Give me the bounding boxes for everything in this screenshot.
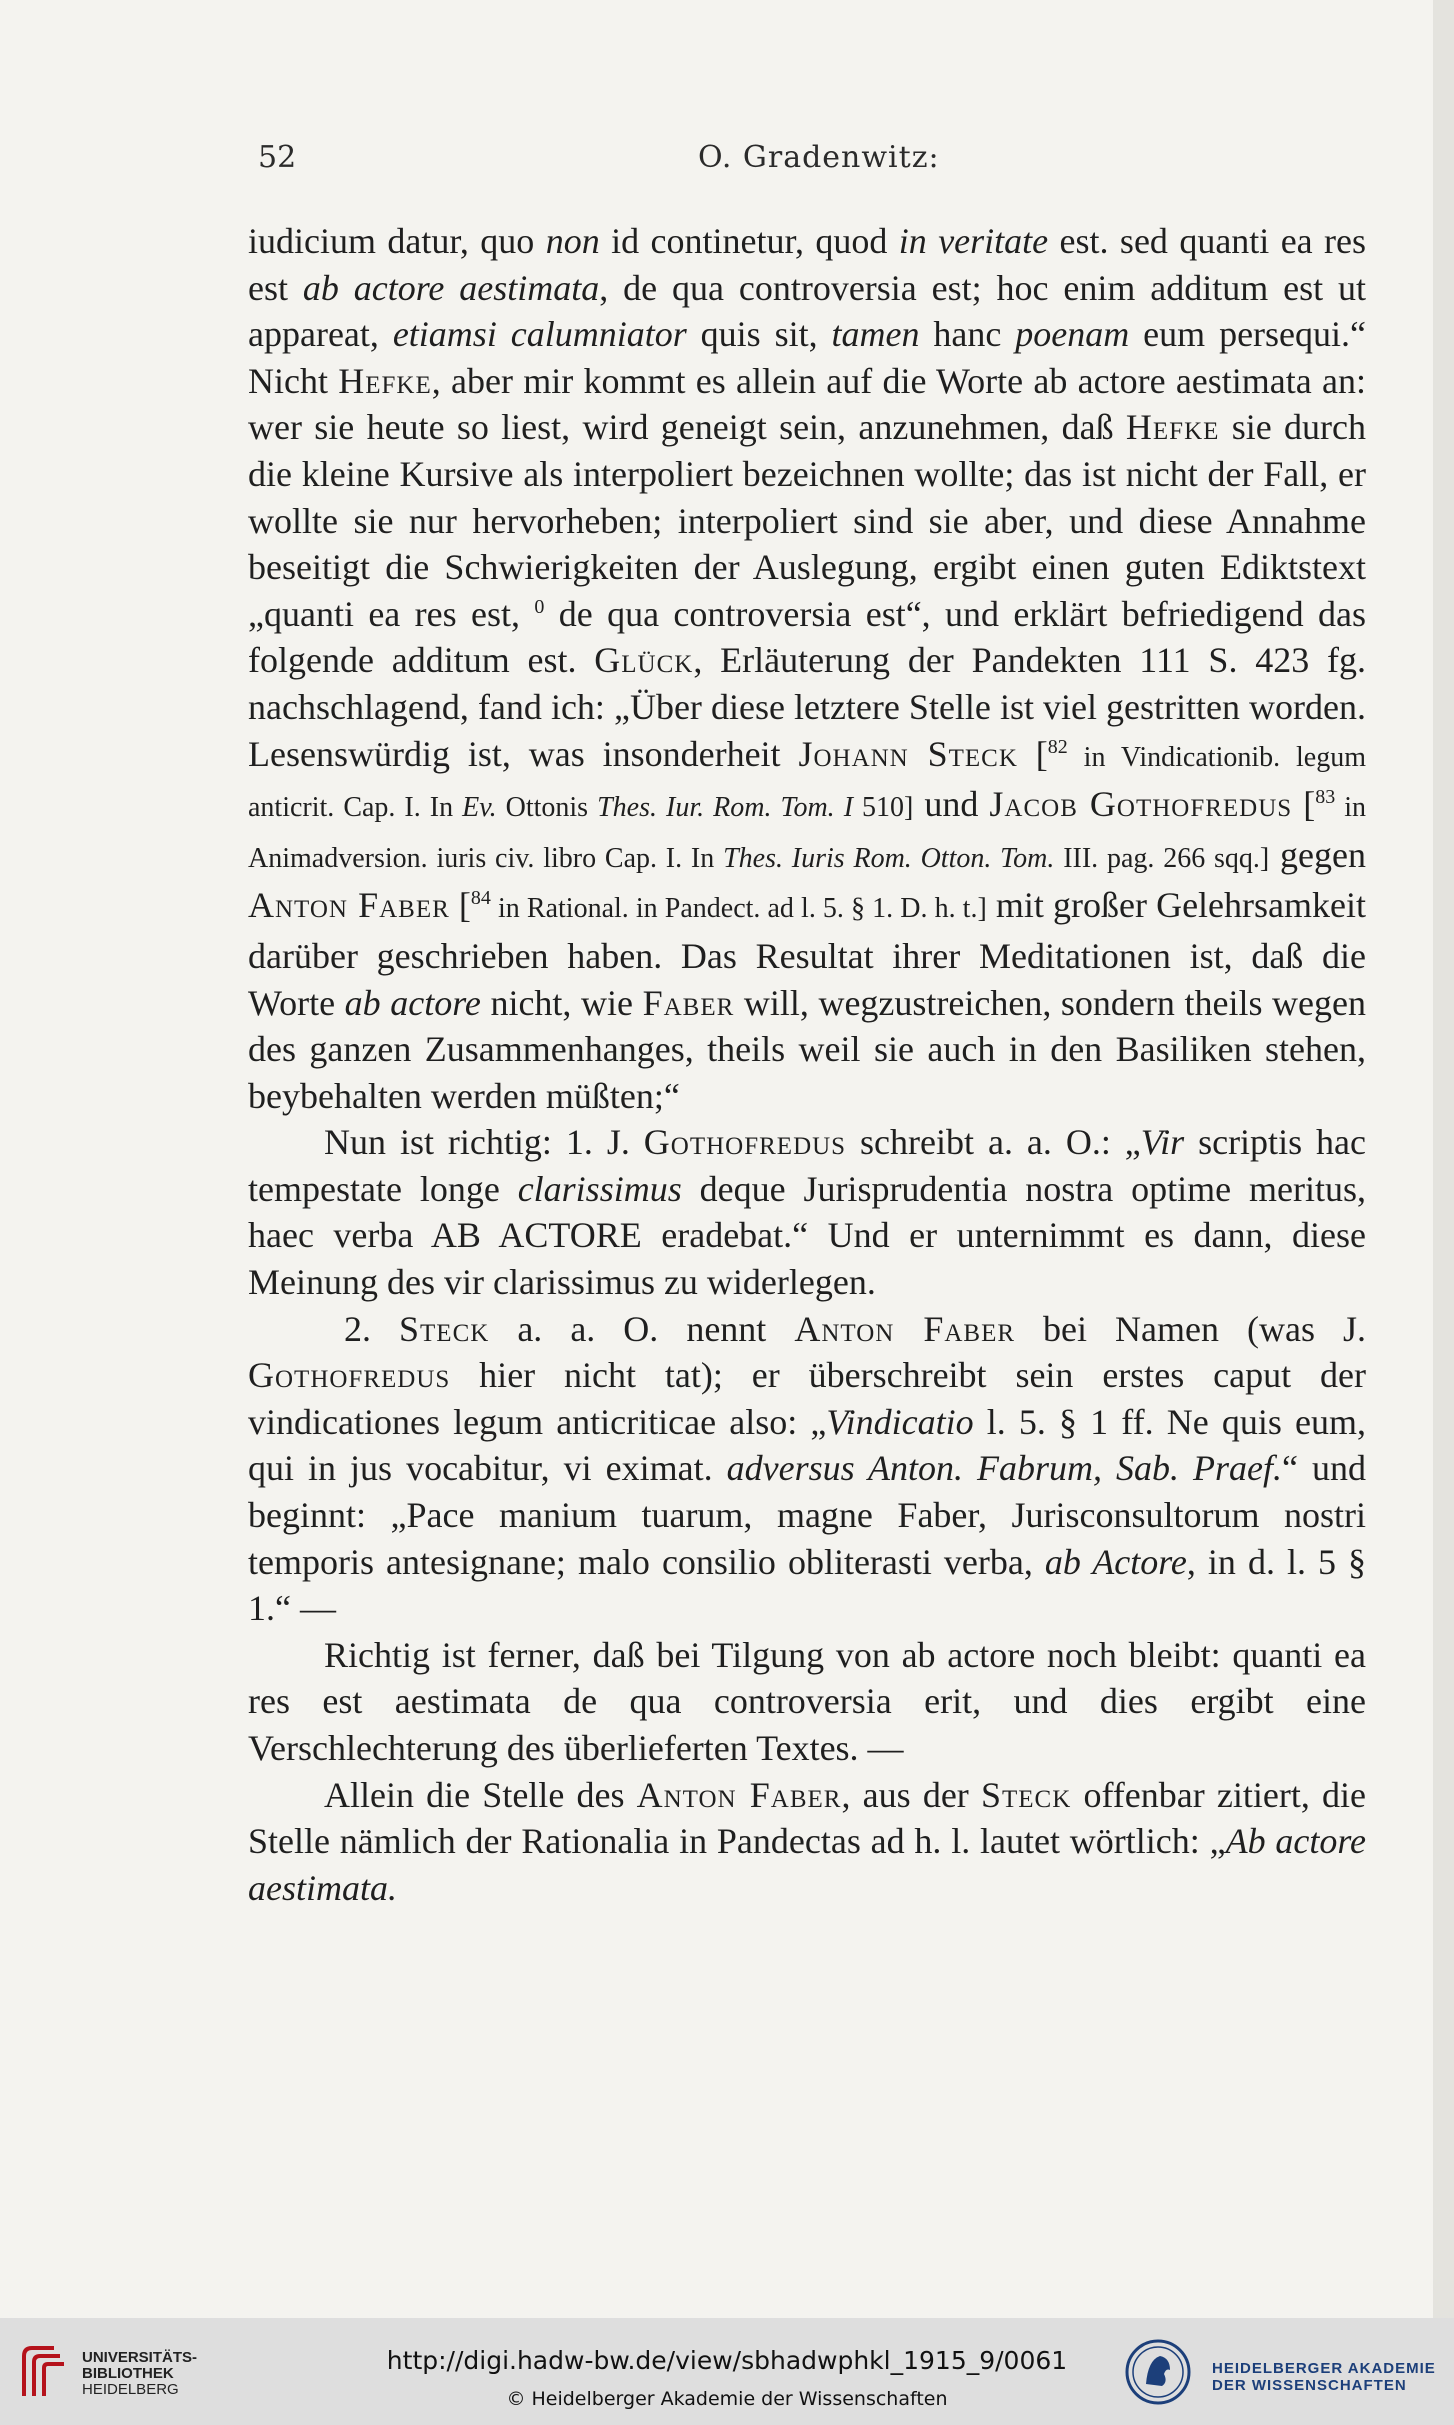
italic-run: tamen bbox=[831, 314, 920, 355]
italic-run: etiamsi calumniator bbox=[392, 314, 687, 355]
author-name: Gothofredus bbox=[643, 1122, 847, 1163]
page-header bbox=[258, 140, 1380, 186]
page-edge bbox=[1433, 0, 1454, 2318]
paragraph-4: Richtig ist ferner, daß bei Tilgung von ab actore noch bleibt: quanti ea res est aestimata de qua controversia erit, und dies ergibt eine Verschlechterung des überlieferten Textes. — bbox=[248, 1634, 1366, 1768]
footnote-marker: 82 bbox=[1047, 735, 1068, 758]
author-name: Jacob Gothofredus bbox=[989, 784, 1293, 825]
italic-run: in veritate bbox=[898, 221, 1049, 261]
author-name: Hefke bbox=[338, 360, 432, 401]
footnote-marker: 0 bbox=[534, 595, 545, 618]
academy-name: HEIDELBERGER AKADEMIE DER WISSENSCHAFTEN bbox=[1212, 2360, 1436, 2394]
viewer-footer bbox=[0, 2318, 1454, 2425]
citation-title: Ev. bbox=[462, 792, 497, 824]
footnote-marker: 84 bbox=[470, 887, 491, 910]
academy-seal-icon bbox=[1124, 2338, 1192, 2406]
italic-run: ab actore aestimata bbox=[302, 267, 600, 308]
italic-run: ab Actore bbox=[1044, 1541, 1187, 1582]
citation-text: 510] bbox=[853, 792, 914, 824]
author-name: Steck bbox=[980, 1774, 1072, 1815]
author-name: Steck bbox=[399, 1308, 490, 1349]
author-name: Glück bbox=[594, 640, 694, 681]
author-name: Faber bbox=[642, 982, 735, 1023]
author-name: Johann Steck bbox=[798, 733, 1018, 774]
paragraph-3: 2. Steck a. a. O. nennt Anton Faber bei Namen (was J. Gothofredus hier nicht tat); er überschreibt sein erstes caput der vindicationes legum anticriticae also: „Vindicatio l. 5. § 1 ff. Ne quis eum, qui in jus vocabitur, vi eximat. adversus Anton. Fabrum, Sab. Praef.“ und beginnt: „Pace manium tuarum, magne Faber, Jurisconsultorum nostri temporis antesignane; malo consilio obliterasti verba, ab Actore, in d. l. 5 § 1.“ — bbox=[248, 1308, 1367, 1629]
document-url-link[interactable]: http://digi.hadw-bw.de/view/sbhadwphkl_1915_9/0061 bbox=[386, 2346, 1068, 2375]
italic-run: poenam bbox=[1015, 314, 1130, 355]
italic-run: non bbox=[545, 221, 600, 261]
author-name: Anton Faber bbox=[794, 1308, 1016, 1349]
university-library-name: UNIVERSITÄTS- BIBLIOTHEK HEIDELBERG bbox=[82, 2349, 198, 2398]
author-name: Anton Faber bbox=[636, 1774, 842, 1815]
citation-text: in Animadversion. iuris civ. libro Cap. I. In bbox=[248, 792, 1366, 874]
citation-text: III. pag. 266 sqq.] bbox=[1054, 842, 1270, 874]
citation-text: Ottonis bbox=[496, 792, 598, 824]
italic-run: clarissimus bbox=[517, 1168, 682, 1209]
author-name: Hefke bbox=[1125, 407, 1220, 448]
italic-run: Ab actore aestimata. bbox=[248, 1821, 1367, 1908]
footnote-marker: 83 bbox=[1315, 786, 1336, 809]
paragraph-5: Allein die Stelle des Anton Faber, aus der Steck offenbar zitiert, die Stelle nämlich der Rationalia in Pandectas ad h. l. lautet wörtlich: „Ab actore aestimata. bbox=[248, 1774, 1367, 1908]
paragraph-2: Nun ist richtig: 1. J. Gothofredus schreibt a. a. O.: „Vir scriptis hac tempestate longe clarissimus deque Jurisprudentia nostra optime meritus, haec verba AB ACTORE eradebat.“ Und er unternimmt es dann, diese Meinung des vir clarissimus zu widerlegen. bbox=[248, 1122, 1366, 1303]
citation-text: in Rational. in Pandect. ad l. 5. § 1. D. h. t.] bbox=[490, 893, 987, 925]
italic-run: ab actore bbox=[344, 982, 481, 1023]
copyright-notice: © Heidelberger Akademie der Wissenschaften bbox=[506, 2388, 948, 2410]
citation-text: in Vindicationib. legum anticrit. Cap. I. In bbox=[248, 741, 1366, 824]
italic-run: Vindicatio bbox=[826, 1401, 974, 1442]
page-number: 52 bbox=[258, 140, 297, 175]
author-name: Anton Faber bbox=[248, 885, 450, 926]
author-name: Gothofredus bbox=[248, 1355, 451, 1396]
citation-title: Thes. Iuris Rom. Otton. Tom. bbox=[723, 842, 1055, 874]
italic-run: adversus Anton. Fabrum, Sab. Praef. bbox=[726, 1448, 1282, 1489]
running-head: O. Gradenwitz: bbox=[698, 140, 940, 175]
italic-run: Vir bbox=[1140, 1122, 1185, 1163]
paragraph-1: iudicium datur, quo non id continetur, quod in veritate est. sed quanti ea res est ab actore aestimata, de qua controversia est; hoc enim additum est ut appareat, etiamsi calumniator quis sit, tamen hanc poenam eum persequi.“ Nicht Hefke, aber mir kommt es allein auf die Worte ab actore aestimata an: wer sie heute so liest, wird geneigt sein, anzunehmen, daß Hefke sie durch die kleine Kursive als interpoliert bezeichnen wollte; das ist nicht der Fall, er wollte sie nur hervorheben; interpoliert sind sie aber, und diese Annahme beseitigt die Schwierigkeiten der Auslegung, ergibt einen guten Ediktstext „quanti ea res est, $^0$ de qua controversia est“, und erklärt befriedigend das folgende additum est. Glück, Erläuterung der Pandekten 111 S. 423 fg. nachschlagend, fand ich: „Über diese letztere Stelle ist viel gestritten worden. Lesenswürdig ist, was insonderheit Johann Steck [$^{82}$ in Vindicationib. legum anticrit. Cap. I. In Ev. Ottonis Thes. Iur. Rom. Tom. I 510] und Jacob Gothofredus [$^{83}$ in Animadversion. iuris civ. libro Cap. I. In Thes. Iuris Rom. Otton. Tom. III. pag. 266 sqq.] gegen Anton Faber [$^{84}$ in Rational. in Pandect. ad l. 5. § 1. D. h. t.] mit großer Gelehrsamkeit darüber geschrieben haben. Das Resultat ihrer Meditationen ist, daß die Worte ab actore nicht, wie Faber will, wegzustreichen, sondern theils wegen des ganzen Zusammenhanges, theils weil sie auch in den Basiliken stehen, beybehalten werden müßten;“ bbox=[248, 221, 1367, 1116]
body-text bbox=[248, 218, 1366, 1911]
citation-title: Thes. Iur. Rom. Tom. I bbox=[597, 792, 854, 824]
